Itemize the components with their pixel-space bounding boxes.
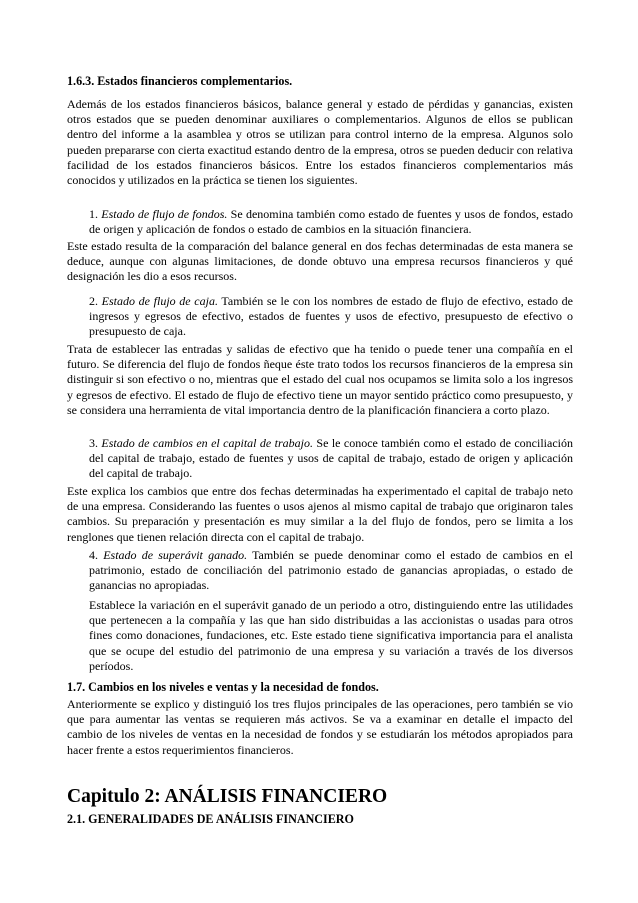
chapter-title: Capitulo 2: ANÁLISIS FINANCIERO (67, 786, 388, 807)
list-item-3 (89, 436, 573, 482)
list-item-2-explanation: Trata de establecer las entradas y salidas de efectivo que ha tenido o puede tener una compañía en el futuro. Se diferencia del flujo de fondos ñeque éste trato todos los recursos financieros de la empresa sin distinguir si son efectivo o no, mientras que el estado del cual nos ocupamos se limita solo a los ingresos y egresos de efectivo. El estado de flujo de efectivo tiene un mayor sentido práctico como presupuesto, y se considera una herramienta de vital importancia dentro de la planificación financiera a corto plazo. (67, 342, 573, 417)
list-item-4 (89, 548, 573, 594)
list-item-2-number: 2. (89, 294, 98, 308)
list-item-1 (89, 207, 573, 237)
section-intro-paragraph: Además de los estados financieros básicos, balance general y estado de pérdidas y ganancias, existen otros estados que se pueden denominar auxiliares o complementarios. Algunos de ellos se publican dentro del informe a la asamblea y otros se utilizan para control interno de la empresa. Algunos solo pueden prepararse con cierta exactitud estando dentro de la empresa, otros se pueden deducir con relativa facilidad de los estados financieros básicos. Entre los estados financieros complementarios más conocidos y utilizados en la práctica se tienen los siguientes. (67, 97, 573, 188)
section-1-7-paragraph: Anteriormente se explico y distinguió los tres flujos principales de las operaciones, pero también se vio que para aumentar las ventas se requieren más activos. Se va a examinar en detalle el impacto del cambio de los niveles de ventas en la necesidad de fondos y se estudiarán los métodos apropiados para hacer frente a estos requerimientos financieros. (67, 697, 573, 757)
list-item-4-title: Estado de superávit ganado. (103, 548, 248, 562)
list-item-4-number: 4. (89, 548, 98, 562)
section-heading-1-6-3: 1.6.3. Estados financieros complementarios. (67, 74, 293, 88)
list-item-2-title: Estado de flujo de caja. (101, 294, 218, 308)
list-item-1-title: Estado de flujo de fondos. (101, 207, 228, 221)
list-item-4-text: También se puede denominar como el estado de cambios en el patrimonio, estado de conciliación del patrimonio estado de ganancias apropiadas, o estado de ganancias no apropiadas. (89, 548, 573, 593)
list-item-3-explanation: Este explica los cambios que entre dos fechas determinadas ha experimentado el capital de trabajo neto de una empresa. Considerando las fuentes o usos ajenos al mismo capital de trabajo que originaron tales cambios. Su preparación y presentación es muy similar a la del flujo de fondos, pero se limita a los renglones que tienen relación directa con el capital de trabajo. (67, 484, 573, 544)
list-item-4-explanation: Establece la variación en el superávit ganado de un periodo a otro, distinguiendo entre las utilidades que pertenecen a la compañía y las que han sido distribuidas a las accionistas o usadas para otros fines como donaciones, fundaciones, etc. Este estado tiene significativa importancia para el analista que se ocupe del estudio del patrimonio de una empresa y su variación a través de los diversos períodos. (89, 598, 573, 673)
list-item-3-number: 3. (89, 436, 98, 450)
chapter-subheading: 2.1. GENERALIDADES DE ANÁLISIS FINANCIERO (67, 812, 354, 826)
list-item-2 (89, 294, 573, 340)
section-heading-1-7: 1.7. Cambios en los niveles e ventas y la necesidad de fondos. (67, 680, 379, 694)
list-item-1-explanation: Este estado resulta de la comparación del balance general en dos fechas determinadas de esta manera se deduce, aunque con algunas limitaciones, de donde obtuvo una empresa recursos financieros y qué designación les dio a esos recursos. (67, 239, 573, 284)
list-item-3-text: Se le conoce también como el estado de conciliación del capital de trabajo, estado de fuentes y usos de capital de trabajo, estado de origen y aplicación del capital de trabajo. (89, 436, 573, 481)
list-item-1-number: 1. (89, 207, 98, 221)
list-item-2-text: También se le con los nombres de estado de flujo de efectivo, estado de ingresos y egresos de efectivo, estados de fuentes y usos de efectivo, presupuesto de efectivo o presupuesto de caja. (89, 294, 573, 339)
list-item-1-text: Se denomina también como estado de fuentes y usos de fondos, estado de origen y aplicación de fondos o estado de cambios en la situación financiera. (89, 207, 573, 237)
list-item-3-title: Estado de cambios en el capital de trabajo. (101, 436, 313, 450)
